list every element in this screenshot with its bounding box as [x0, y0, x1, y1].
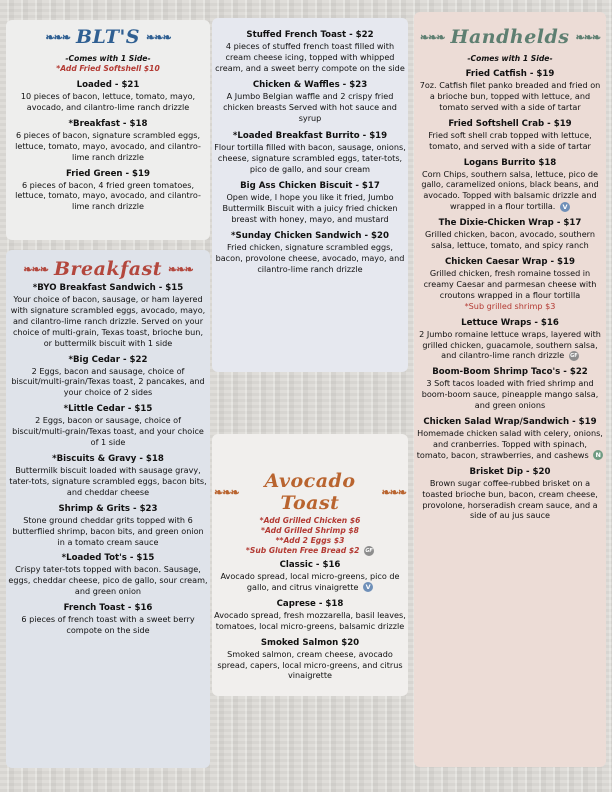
side-note: -Comes with 1 Side-	[467, 54, 553, 63]
menu-item: Fried Softshell Crab - $19 Fried soft shell crab topped with lettuce, tomato, and served with a side of tartar	[428, 118, 592, 151]
addon-note: *Sub grilled shrimp $3	[464, 300, 556, 311]
gluten-free-badge-icon: GF	[365, 548, 373, 554]
addon-note: *Sub Gluten Free Bread $2 GF	[245, 546, 373, 555]
menu-item: *BYO Breakfast Sandwich - $15 Your choice of bacon, sausage, or ham layered with signature scrambled eggs, avocado, mayo, and cilantro-lime ranch drizzle. Served on your choice of multi-grain, Texas toast, brioche bun, or buttermilk biscuit with 1 side	[10, 283, 206, 348]
leaf-ornament-icon: ❧❧❧	[381, 485, 406, 499]
menu-item: *Biscuits & Gravy - $18 Buttermilk biscuit loaded with sausage gravy, tater-tots, signature scrambled eggs, bacon bits, and cheddar cheese	[9, 453, 207, 497]
addon-note: *Add Grilled Shrimp $8	[261, 526, 359, 535]
menu-item: Logans Burrito $18 Corn Chips, southern salsa, lettuce, pico de gallo, caramelized onions, black beans, and avocado. Topped with balsamic drizzle and wrapped in a flour tortilla. V	[421, 157, 599, 212]
addon-note: **Add 2 Eggs $3	[275, 536, 345, 545]
addon-note: *Add Fried Softshell $10	[56, 64, 160, 73]
handhelds-heading: ❧❧❧ Handhelds ❧❧❧	[419, 26, 601, 48]
menu-item: Chicken Salad Wrap/Sandwich - $19 Homemade chicken salad with celery, onions, and cranberries. Topped with spinach, tomato, bacon, strawberries, and cashews N	[416, 417, 603, 460]
blts-heading: ❧❧❧ BLT'S ❧❧❧	[45, 26, 171, 48]
breakfast-heading: ❧❧❧ Breakfast ❧❧❧	[23, 258, 193, 280]
side-note: -Comes with 1 Side-	[65, 54, 151, 63]
menu-item: *Sunday Chicken Sandwich - $20 Fried chicken, signature scrambled eggs, bacon, provolone cheese, avocado, mayo, and cilantro-lime ranch drizzle	[215, 230, 405, 274]
leaf-ornament-icon: ❧❧❧	[168, 262, 193, 276]
nuts-badge-icon: N	[593, 450, 603, 460]
menu-item: Chicken & Waffles - $23 A Jumbo Belgian waffle and 2 crispy fried chicken breasts Served with hot sauce and syrup	[223, 79, 397, 123]
vegetarian-badge-icon: V	[363, 582, 373, 592]
menu-item: The Dixie-Chicken Wrap - $17 Grilled chicken, bacon, avocado, southern salsa, lettuce, tomato, and spicy ranch	[425, 218, 595, 251]
menu-item: Boom-Boom Shrimp Taco's - $22 3 Soft tacos loaded with fried shrimp and boom-boom sauce, pineapple mango salsa, and green onions	[421, 367, 599, 411]
menu-item: Fried Catfish - $19 7oz. Catfish filet panko breaded and fried on a brioche bun, topped with lettuce, and tomato served with a side of tartar	[419, 69, 601, 112]
menu-item: Big Ass Chicken Biscuit - $17 Open wide, I hope you like it fried, Jumbo Buttermilk Biscuit with a juicy fried chicken breast with honey, mayo, and mustard	[222, 181, 398, 224]
avocado-toast-heading: ❧❧❧ Avocado Toast ❧❧❧	[214, 470, 406, 514]
menu-item: Smoked Salmon $20 Smoked salmon, cream cheese, avocado spread, capers, local micro-greens, and citrus vinaigrette	[217, 637, 403, 681]
leaf-ornament-icon: ❧❧❧	[214, 485, 239, 499]
menu-item: Fried Green - $19 6 pieces of bacon, 4 fried green tomatoes, lettuce, tomato, mayo, avocado, and cilantro-lime ranch drizzle	[15, 168, 201, 212]
menu-item: Caprese - $18 Avocado spread, fresh mozzarella, basil leaves, tomatoes, local micro-greens, balsamic drizzle	[214, 598, 406, 631]
menu-item: Stuffed French Toast - $22 4 pieces of stuffed french toast filled with cream cheese icing, topped with whipped cream, and a sweet berry compote on the side	[215, 30, 405, 73]
leaf-ornament-icon: ❧❧❧	[575, 30, 601, 44]
menu-item: *Loaded Breakfast Burrito - $19 Flour tortilla filled with bacon, sausage, onions, cheese, signature scrambled eggs, tater-tots, pico de gallo, and sour cream	[214, 131, 406, 175]
handhelds-section	[416, 26, 604, 521]
breakfast-specials-section	[214, 30, 406, 275]
menu-item: Brisket Dip - $20 Brown sugar coffee-rubbed brisket on a toasted brioche bun, bacon, cream cheese, provolone, horseradish cream sauce, and a side of au jus sauce	[422, 466, 598, 521]
menu-item: *Big Cedar - $22 2 Eggs, bacon and sausage, choice of biscuit/multi-grain/Texas toast, 2 pancakes, and your choice of 2 sides	[11, 354, 205, 398]
menu-item: Loaded - $21 10 pieces of bacon, lettuce, tomato, mayo, avocado, and cilantro-lime ranch drizzle	[20, 80, 196, 112]
gluten-free-badge-icon: GF	[570, 352, 578, 359]
menu-item: French Toast - $16 6 pieces of french toast with a sweet berry compote on the side	[21, 603, 195, 636]
avocado-toast-section	[214, 470, 406, 681]
blts-section	[8, 26, 208, 212]
menu-item: *Little Cedar - $15 2 Eggs, bacon or sausage, choice of biscuit/multi-grain/Texas toast, and your choice of 1 side	[12, 404, 204, 448]
addon-note: *Add Grilled Chicken $6	[259, 516, 361, 525]
leaf-ornament-icon: ❧❧❧	[419, 30, 445, 44]
menu-item: *Loaded Tot's - $15 Crispy tater-tots topped with bacon. Sausage, eggs, cheddar cheese, pico de gallo, sour cream, and green onion	[8, 553, 208, 597]
menu-item: Lettuce Wraps - $16 2 Jumbo romaine lettuce wraps, layered with grilled chicken, guacamole, southern salsa, and cilantro-lime ranch drizzle GF	[419, 317, 601, 361]
vegetarian-badge-icon: V	[560, 202, 570, 212]
menu-item: Shrimp & Grits - $23 Stone ground cheddar grits topped with 6 butterflied shrimp, bacon bits, and green onion in a tomato cream sauce	[12, 503, 204, 547]
menu-item: *Breakfast - $18 6 pieces of bacon, signature scrambled eggs, lettuce, tomato, mayo, avocado, and cilantro-lime ranch drizzle	[15, 118, 201, 162]
leaf-ornament-icon: ❧❧❧	[23, 262, 48, 276]
breakfast-section	[8, 258, 208, 636]
menu-item: Chicken Caesar Wrap - $19 Grilled chicken, fresh romaine tossed in creamy Caesar and parmesan cheese with croutons wrapped in a flour tortilla *Sub grilled shrimp $3	[416, 257, 604, 312]
leaf-ornament-icon: ❧❧❧	[45, 30, 70, 44]
leaf-ornament-icon: ❧❧❧	[146, 30, 171, 44]
menu-item: Classic - $16 Avocado spread, local micro-greens, pico de gallo, and citrus vinaigrette V	[220, 560, 400, 592]
